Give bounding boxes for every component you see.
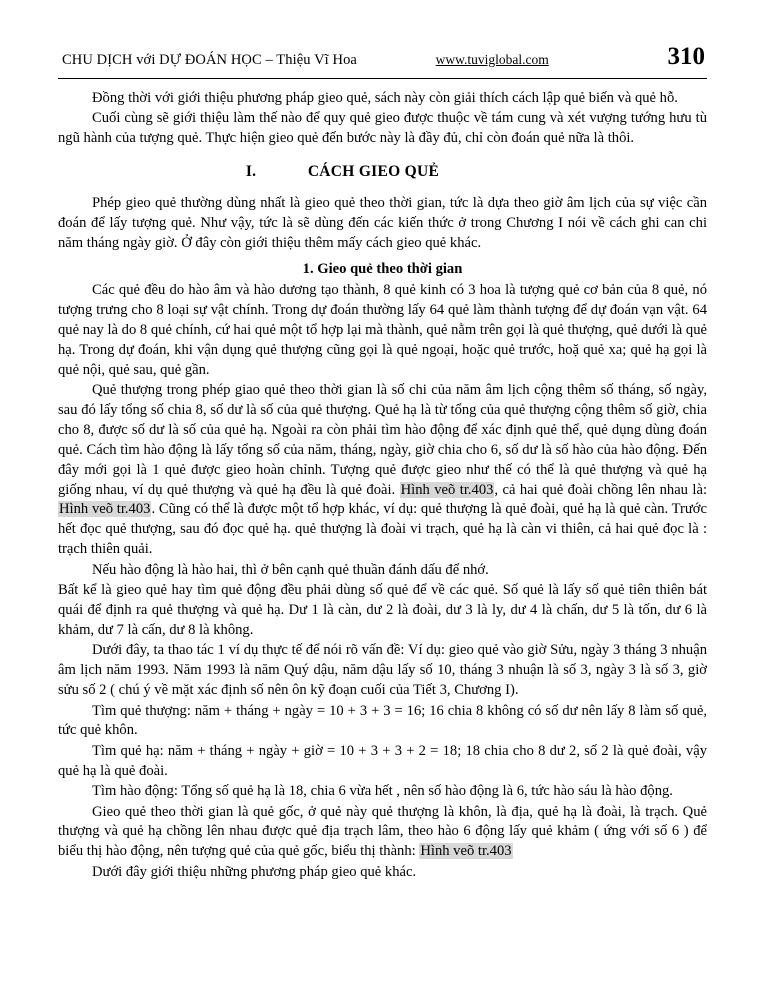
figure-ref-3: Hình veõ tr.403 [420, 843, 512, 860]
header-divider [58, 78, 707, 79]
paragraph-12 [58, 803, 707, 863]
paragraph-9: Tìm quẻ thượng: năm + tháng + ngày = 10 + 3 + 3 = 16; 16 chia 8 không có số dư nên lấy 8 làm số quẻ, tức quẻ khôn. [58, 702, 707, 739]
page-number: 310 [667, 43, 705, 70]
paragraph-5-part-a: Quẻ thượng trong phép giao quẻ theo thời gian là số chi của năm âm lịch cộng thêm số tháng, số ngày, sau đó lấy tổng số chia 8, số dư là số của quẻ thượng. Quẻ hạ là từ tổng của quẻ thượng cộng thêm số giờ, chia cho 8, được số dư là số của quẻ hạ. Ngoài ra còn phải tìm hào động để xác định quẻ thể, quẻ dụng dùng đoán quẻ. Cách tìm hào động là lấy tổng số của năm, tháng, ngày, giờ chia cho 6, số dư là số hào của hào động. Đến đây mới gọi là 1 quẻ được gieo hoàn chỉnh. Tượng quẻ được gieo như thế có thể là quẻ thượng và quẻ hạ giống nhau, ví dụ quẻ thượng và quẻ hạ đều là quẻ đoài. [58, 382, 707, 498]
section-title: CÁCH GIEO QUẺ [307, 163, 440, 181]
section-numeral: I. [245, 163, 257, 181]
figure-ref-1: Hình veõ tr.403 [400, 481, 494, 498]
page-header [58, 44, 707, 74]
paragraph-10: Tìm quẻ hạ: năm + tháng + ngày + giờ = 10 + 3 + 3 + 2 = 18; 18 chia cho 8 dư 2, số 2 là quẻ đoài, vậy quẻ hạ là quẻ đoài. [58, 742, 707, 779]
paragraph-7: Bất kể là gieo quẻ hay tìm quẻ động đều phải dùng số quẻ để về các quẻ. Số quẻ là lấy số quẻ tiên thiên bát quái để định ra quẻ thượng và quẻ hạ. Dư 1 là càn, dư 2 là đoài, dư 3 là ly, dư 4 là chấn, dư 5 là tốn, dư 6 là khảm, dư 7 là cấn, dư 8 là không. [58, 582, 707, 638]
header-website-link[interactable]: www.tuviglobal.com [435, 52, 549, 67]
header-book-title: CHU DỊCH với DỰ ĐOÁN HỌC – Thiệu Vĩ Hoa [62, 52, 357, 68]
paragraph-2: Cuối cùng sẽ giới thiệu làm thế nào để quy quẻ gieo được thuộc về tám cung và xét vượng tướng hưu tù ngũ hành của tượng quẻ. Thực hiện gieo quẻ đến bước này là đầy đủ, chỉ còn đoán quẻ nữa là thôi. [58, 110, 707, 147]
paragraph-12-part-a: Gieo quẻ theo thời gian là quẻ gốc, ở quẻ này quẻ thượng là khôn, là địa, quẻ hạ là đoài, là trạch. Quẻ thượng và quẻ hạ chồng lên nhau được quẻ địa trạch lâm, theo hào 6 động lấy quẻ khảm ( ứng với số 6 ) để biểu thị hào động, nên tượng quẻ của quẻ gốc, biểu thị thành: [58, 803, 707, 860]
paragraph-5-part-c: . Cũng có thể là được một tổ hợp khác, ví dụ: quẻ thượng là quẻ đoài, quẻ hạ là quẻ càn. Trước hết đọc quẻ thượng, sau đó đọc quẻ hạ. quẻ thượng là đoài vi trạch, quẻ hạ là càn vi thiên, cả hai quẻ đọc là : trạch thiên quải. [58, 501, 707, 558]
paragraph-8: Dưới đây, ta thao tác 1 ví dụ thực tế để nói rõ vấn đề: Ví dụ: gieo quẻ vào giờ Sửu, ngày 3 tháng 3 nhuận âm lịch năm 1993. Năm 1993 là năm Quý dậu, năm dậu lấy số 10, tháng 3 nhuận là số 3, ngày 3 là số 3, giờ sửu số 2 ( chú ý về mặt xác định số nên ôn kỹ đoạn cuối của Tiết 3, Chương I). [58, 642, 707, 699]
paragraph-6: Nếu hào động là hào hai, thì ở bên cạnh quẻ thuần đánh dấu để nhớ. [92, 561, 489, 578]
paragraph-3: Phép gieo quẻ thường dùng nhất là gieo quẻ theo thời gian, tức là dựa theo giờ âm lịch của sự việc cần đoán để lấy tượng quẻ. Như vậy, tức là sẽ dùng đến các kiến thức ở trong Chương I nói về cách ghi can chi năm tháng ngày giờ. Ở đây còn giới thiệu thêm mấy cách gieo quẻ khác. [58, 195, 707, 252]
paragraph-4: Các quẻ đều do hào âm và hào dương tạo thành, 8 quẻ kinh có 3 hoa là tượng quẻ cơ bản của 8 quẻ, nó tượng trưng cho 8 loại sự vật chính. Trong dự đoán thường lấy 64 quẻ làm thành tượng để dự đoán vạn vật. 64 quẻ nay là do 8 quẻ chính, cứ hai quẻ một tổ hợp lại mà thành, quẻ nằm trên gọi là quẻ thượng, quẻ dưới là quẻ hạ. Trong dự đoán, khi vận dụng quẻ thượng cũng gọi là quẻ ngoại, hoặc quẻ trước, hoặ quẻ xa; quẻ hạ gọi là quẻ nội, quẻ sau, quẻ gần. [58, 282, 707, 378]
paragraph-5-part-b: , cả hai quẻ đoài chồng lên nhau là: [494, 481, 708, 498]
paragraph-1: Đồng thời với giới thiệu phương pháp gieo quẻ, sách này còn giải thích cách lập quẻ biến và quẻ hỗ. [92, 90, 678, 106]
paragraph-5 [58, 381, 707, 560]
section-heading [58, 161, 707, 182]
figure-ref-2: Hình veõ tr.403 [59, 501, 151, 518]
paragraph-13: Dưới đây giới thiệu những phương pháp gieo quẻ khác. [92, 863, 417, 880]
page-content [58, 89, 707, 883]
paragraph-11: Tìm hào động: Tổng số quẻ hạ là 18, chia 6 vừa hết , nên số hào động là 6, tức hào sáu là hào động. [92, 783, 673, 800]
sub-heading: 1. Gieo quẻ theo thời gian [302, 261, 463, 278]
